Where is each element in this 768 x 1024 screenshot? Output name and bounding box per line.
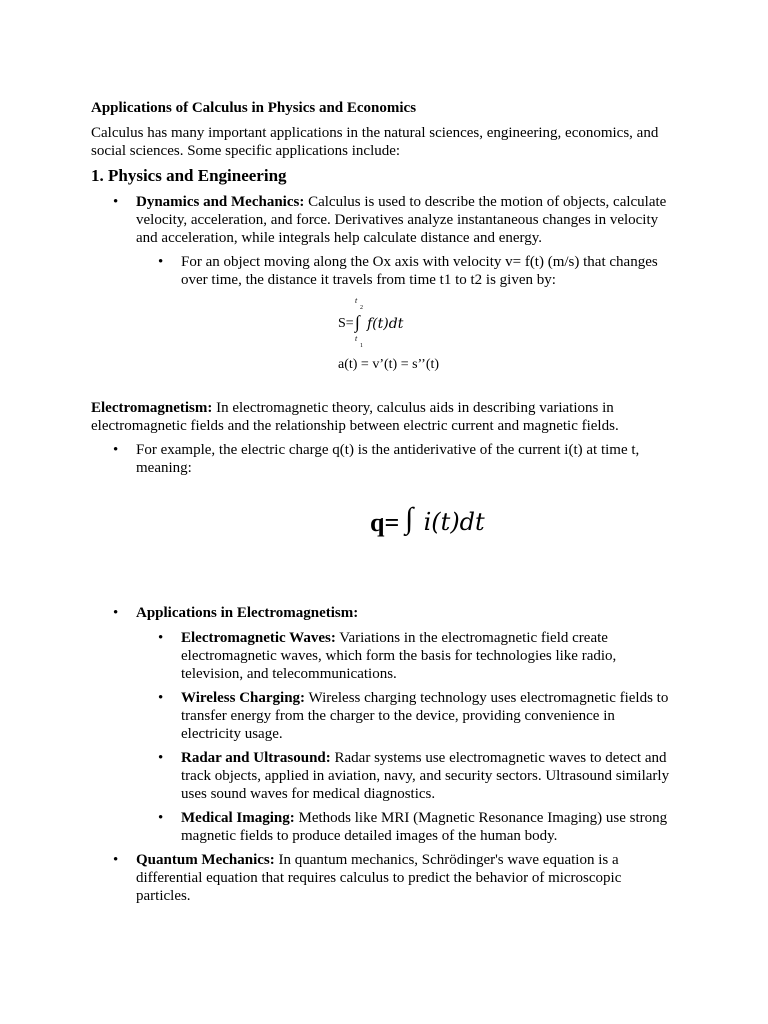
bullet-applications: • [113,605,119,621]
formula-q-prefix: q= [370,508,400,537]
formula-q-integrand: i(t)dt [416,508,485,536]
radar-label: Radar and Ultrasound: [181,750,331,766]
intro-paragraph: Calculus has many important applications in the natural sciences, engineering, economics, and social sciences. Some specific applications include: [91,125,659,159]
dynamics-label: Dynamics and Mechanics: [136,194,305,210]
bullet-charge-example: • [113,442,119,458]
applications-heading: Applications in Electromagnetism: [136,605,359,621]
electromagnetism-label: Electromagnetism: [91,400,213,416]
upper-limit-index: 2 [360,305,363,311]
lower-limit: t [355,334,358,343]
electromagnetism-paragraph [91,399,681,435]
quantum-text: In quantum mechanics, Schrödinger's wave equation is a differential equation that requires calculus to predict the behavior of microscopic particles. [136,852,622,904]
medical-text: Methods like MRI (Magnetic Resonance Imaging) use strong magnetic fields to produce detailed images of the human body. [181,810,668,844]
charge-example: For example, the electric charge q(t) is the antiderivative of the current i(t) at time t, meaning: [136,442,640,476]
list-item [181,689,676,743]
section-heading-physics: 1. Physics and Engineering [91,166,287,185]
em-waves-label: Electromagnetic Waves: [181,630,336,646]
bullet-medical: • [158,810,164,826]
list-item [181,749,676,803]
dynamics-text: Calculus is used to describe the motion of objects, calculate velocity, acceleration, and force. Derivatives analyze instantaneous changes in velocity and acceleration, while integrals help calculate distance and energy. [136,194,667,246]
dynamics-item [136,193,676,247]
bullet-em-waves: • [158,630,164,646]
distance-formula [338,296,458,356]
medical-label: Medical Imaging: [181,810,295,826]
electromagnetism-text: In electromagnetic theory, calculus aids in describing variations in electromagnetic fields and the relationship between electric current and magnetic fields. [91,400,619,434]
bullet-wireless: • [158,690,164,706]
integral-sign-s: ∫ [355,312,360,332]
lower-limit-index: 1 [360,343,363,349]
acceleration-formula: a(t) = v’(t) = s’’(t) [338,357,440,372]
quantum-label: Quantum Mechanics: [136,852,275,868]
integral-sign-q: ∫ [405,502,414,535]
wireless-text: Wireless charging technology uses electromagnetic fields to transfer energy from the charger to the device, providing convenience in electricity usage. [181,690,669,742]
bullet-velocity-example: • [158,254,164,270]
upper-limit: t [355,296,358,305]
list-item [181,809,676,845]
quantum-item [136,851,636,905]
document-title: Applications of Calculus in Physics and Economics [91,100,417,116]
formula-s-prefix: S= [338,316,354,331]
velocity-example: For an object moving along the Ox axis with velocity v= f(t) (m/s) that changes over time, the distance it travels from time t1 to t2 is given by: [181,254,658,288]
radar-text: Radar systems use electromagnetic waves to detect and track objects, applied in aviation, navy, and security sectors. Ultrasound similarly uses sound waves for medical diagnostics. [181,750,670,802]
wireless-label: Wireless Charging: [181,690,306,706]
list-item [181,629,676,683]
bullet-quantum: • [113,852,119,868]
em-waves-text: Variations in the electromagnetic field create electromagnetic waves, which form the basis for technologies like radio, television, and telecommunications. [181,630,617,682]
charge-formula [370,502,530,542]
bullet-dynamics: • [113,194,119,210]
bullet-radar: • [158,750,164,766]
formula-s-integrand: f(t)dt [367,316,404,332]
